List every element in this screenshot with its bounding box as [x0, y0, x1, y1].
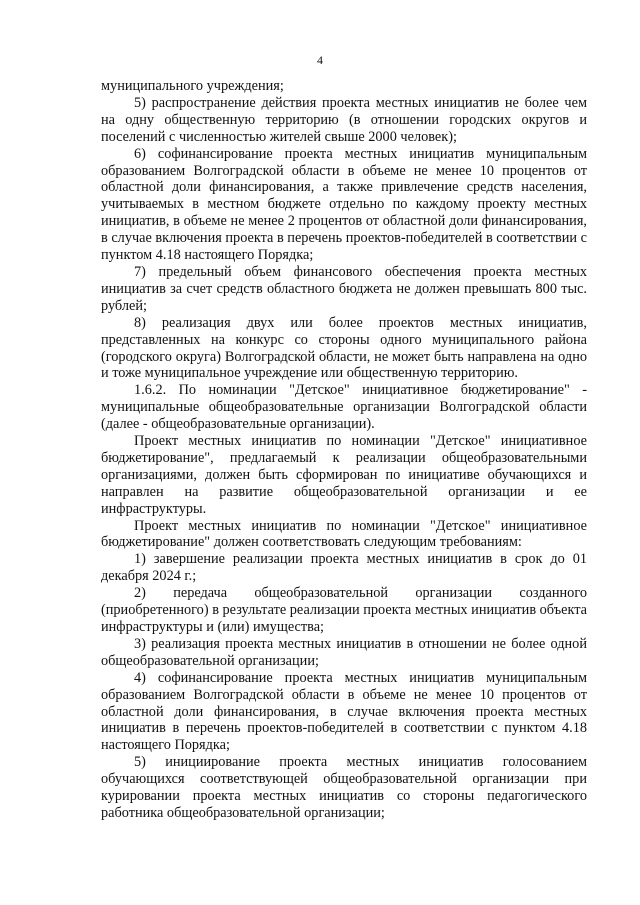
paragraph-item-6: 6) софинансирование проекта местных инициатив муниципальным образованием Волгоградской области в объеме не менее 10 процентов от областной доли финансирования, а также привлечение средств населения, учитываемых в местном бюджете отдельно по каждому проекту местных инициатив, в объеме не менее 2 процентов от областной доли финансирования, в случае включения проекта в перечень проектов-победителей в соответствии с пунктом 4.18 настоящего Порядка;	[101, 145, 587, 264]
paragraph-project-description: Проект местных инициатив по номинации "Детское" инициативное бюджетирование", предлагаемый к реализации общеобразовательными организациями, должен быть сформирован по инициативе обучающихся и направлен на развитие общеобразовательной организации и ее инфраструктуры.	[101, 433, 587, 517]
paragraph-item-7: 7) предельный объем финансового обеспечения проекта местных инициатив за счет средств областного бюджета не должен превышать 800 тыс. рублей;	[101, 263, 587, 314]
paragraph-section-1-6-2: 1.6.2. По номинации "Детское" инициативное бюджетирование" - муниципальные общеобразовательные организации Волгоградской области (далее - общеобразовательные организации).	[101, 382, 587, 433]
paragraph-requirement-5: 5) инициирование проекта местных инициатив голосованием обучающихся соответствующей общеобразовательной организации при курировании проекта местных инициатив со стороны педагогического работника общеобразовательной организации;	[101, 754, 587, 821]
paragraph-continuation: муниципального учреждения;	[101, 78, 284, 94]
paragraph-requirement-3: 3) реализация проекта местных инициатив в отношении не более одной общеобразовательной организации;	[101, 635, 587, 669]
paragraph-item-8: 8) реализация двух или более проектов местных инициатив, представленных на конкурс со стороны одного муниципального района (городского округа) Волгоградской области, не может быть направлена на одно и тоже муниципальное учреждение или общественную территорию.	[101, 314, 587, 382]
paragraph-item-5: 5) распространение действия проекта местных инициатив не более чем на одну общественную территорию (в отношении городских округов и поселений с численностью жителей свыше 2000 человек);	[101, 94, 587, 145]
paragraph-requirement-4: 4) софинансирование проекта местных инициатив муниципальным образованием Волгоградской области в объеме не менее 10 процентов от областной доли финансирования, в случае включения проекта местных инициатив в перечень проектов-победителей в соответствии с пунктом 4.18 настоящего Порядка;	[101, 669, 587, 754]
page-number: 4	[317, 53, 323, 67]
paragraph-requirement-1: 1) завершение реализации проекта местных инициатив в срок до 01 декабря 2024 г.;	[101, 551, 587, 585]
document-body	[101, 78, 587, 822]
paragraph-requirement-2: 2) передача общеобразовательной организации созданного (приобретенного) в результате реализации проекта местных инициатив объекта инфраструктуры и (или) имущества;	[101, 585, 587, 635]
paragraph-requirements-intro: Проект местных инициатив по номинации "Детское" инициативное бюджетирование" должен соответствовать следующим требованиям:	[101, 517, 587, 551]
